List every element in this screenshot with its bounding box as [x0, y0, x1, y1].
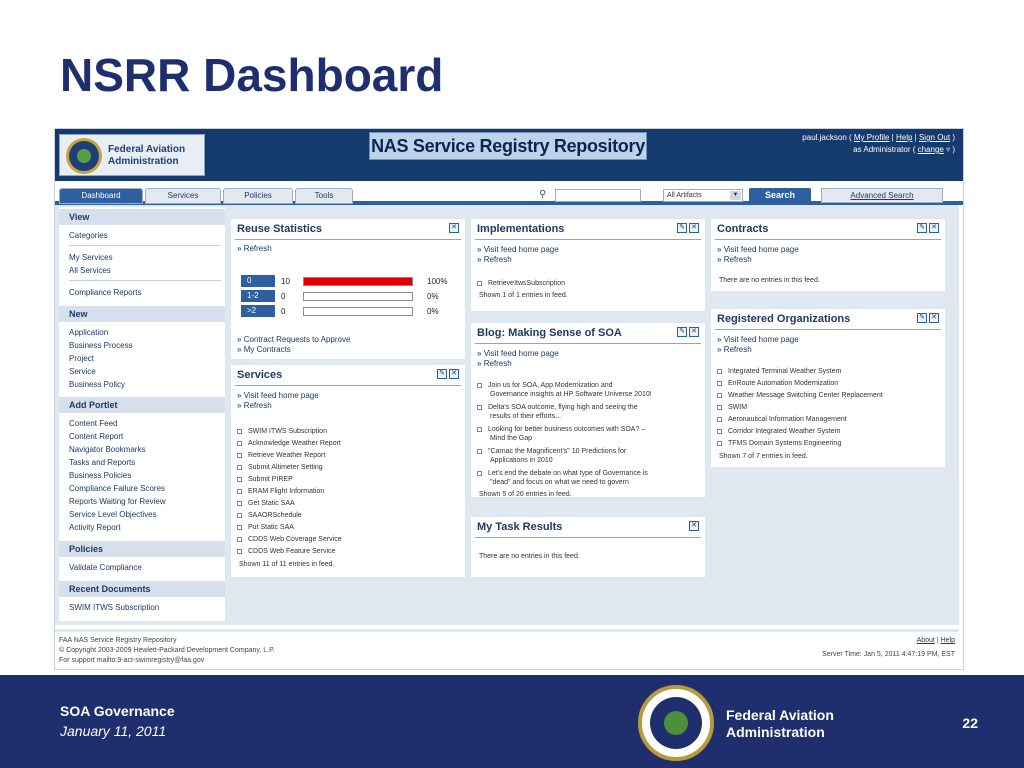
feed-count: Shown 1 of 1 entries in feed.	[479, 292, 568, 299]
tab-dashboard[interactable]: Dashboard	[59, 188, 143, 204]
nav-header-policies: Policies	[59, 541, 225, 557]
link-label: Visit feed home page	[243, 391, 319, 400]
list-item[interactable]	[717, 367, 841, 376]
portlet-reuse-statistics	[231, 219, 465, 359]
edit-icon[interactable]: ✎	[917, 313, 927, 323]
link-label: RetrieveItwsSubscription	[488, 280, 566, 287]
artifact-select-value: All Artifacts	[667, 192, 702, 199]
footer-divider	[55, 629, 959, 632]
footer-help-link[interactable]: Help	[940, 637, 955, 644]
document-icon	[237, 513, 242, 518]
stat-bar	[303, 292, 413, 301]
list-item[interactable]	[237, 439, 341, 448]
portlet-services	[231, 365, 465, 577]
link-label: Delta's SOA outcome, flying high and seeing the	[488, 404, 638, 411]
blog-item[interactable]	[477, 425, 645, 443]
stat-key: 1-2	[241, 290, 275, 302]
slide-title: NSRR Dashboard	[60, 49, 444, 101]
contract-requests-link[interactable]	[237, 335, 350, 344]
link-label: Integrated Terminal Weather System	[728, 368, 842, 375]
slide-footer	[0, 675, 1024, 768]
document-icon	[717, 381, 722, 386]
stat-count: 0	[281, 307, 286, 316]
feed-count: Shown 7 of 7 entries in feed.	[719, 453, 808, 460]
footer-copyright: © Copyright 2003-2009 Hewlett-Packard Development Company, L.P.	[59, 647, 275, 654]
divider	[475, 537, 701, 538]
app-banner: NAS Service Registry Repository	[369, 132, 647, 160]
about-link[interactable]: About	[916, 637, 935, 644]
link-label: Refresh	[243, 244, 272, 253]
portlet-title: My Task Results	[477, 521, 563, 533]
stat-bar	[303, 307, 413, 316]
link-label: results of their efforts...	[490, 413, 562, 420]
document-icon	[237, 477, 242, 482]
list-item[interactable]	[237, 535, 342, 544]
nav-compliance-reports[interactable]: Compliance Reports	[69, 288, 142, 297]
nav-portlet-item[interactable]: Service Level Objectives	[69, 510, 157, 519]
chevron-down-icon: ▼	[730, 191, 741, 200]
empty-feed-message: There are no entries in this feed.	[479, 553, 580, 560]
list-item[interactable]	[717, 427, 840, 436]
refresh-link[interactable]	[717, 255, 752, 264]
portlet-title: Registered Organizations	[717, 313, 851, 325]
blog-item[interactable]	[477, 403, 638, 421]
document-icon	[237, 465, 242, 470]
stat-key: >2	[241, 305, 275, 317]
nav-portlet-item[interactable]: Reports Waiting for Review	[69, 497, 166, 506]
faa-seal-icon	[66, 138, 102, 174]
logo-text: Federal Aviation Administration	[108, 144, 186, 167]
footer-org: Federal Aviation Administration	[726, 707, 834, 740]
arrow-icon: »	[237, 401, 242, 410]
nav-portlet-item[interactable]: Compliance Failure Scores	[69, 484, 166, 493]
nav-portlet-item[interactable]: Content Feed	[69, 419, 118, 428]
stat-count: 10	[281, 277, 290, 286]
link-label: Retrieve Weather Report	[248, 452, 326, 459]
refresh-link[interactable]	[237, 244, 272, 253]
footer-date: January 11, 2011	[60, 723, 167, 739]
document-icon	[237, 453, 242, 458]
edit-icon[interactable]: ✎	[677, 223, 687, 233]
my-profile-link[interactable]: My Profile	[853, 133, 890, 142]
nav-divider	[69, 245, 221, 246]
arrow-icon: »	[237, 345, 242, 354]
close-icon[interactable]: ✕	[689, 327, 699, 337]
list-item[interactable]	[717, 379, 838, 388]
nav-categories[interactable]: Categories	[69, 231, 108, 240]
nav-recent-document[interactable]: SWIM ITWS Subscription	[69, 603, 160, 612]
document-icon	[237, 537, 242, 542]
stat-percent: 100%	[427, 277, 448, 286]
document-icon	[477, 281, 482, 286]
link-label: Weather Message Switching Center Replacement	[728, 392, 883, 399]
link-label: ERAM Flight Information	[248, 488, 325, 495]
list-item[interactable]	[237, 523, 294, 532]
divider	[475, 343, 701, 344]
arrow-icon: »	[477, 359, 482, 368]
nav-new-business-process[interactable]: Business Process	[69, 341, 133, 350]
arrow-icon: »	[237, 391, 242, 400]
link-label: Mind the Gap	[490, 435, 533, 442]
arrow-icon: »	[717, 345, 722, 354]
link-label: Refresh	[723, 255, 752, 264]
portlet-contracts	[711, 219, 945, 291]
footer-support[interactable]: For support mailto:9-act-swimregistry@faa.gov	[59, 657, 205, 664]
portlet-title: Services	[237, 369, 283, 381]
close-icon[interactable]: ✕	[929, 223, 939, 233]
advanced-search-link[interactable]: Advanced Search	[821, 188, 943, 203]
document-icon	[237, 549, 242, 554]
nav-header-recent-documents: Recent Documents	[59, 581, 225, 597]
arrow-icon: »	[477, 255, 482, 264]
role-prefix: as Administrator (	[853, 145, 916, 154]
feed-count: Shown 11 of 11 entries in feed.	[239, 561, 335, 568]
nav-validate-compliance[interactable]: Validate Compliance	[69, 563, 142, 572]
nav-portlet-item[interactable]: Navigator Bookmarks	[69, 445, 146, 454]
document-icon	[477, 427, 482, 432]
stat-key: 0	[241, 275, 275, 287]
visit-feed-link[interactable]	[237, 391, 319, 400]
close-icon[interactable]: ✕	[689, 521, 699, 531]
link-label: Refresh	[243, 401, 272, 410]
arrow-icon: »	[477, 245, 482, 254]
refresh-link[interactable]	[477, 255, 512, 264]
portlet-title: Blog: Making Sense of SOA	[477, 327, 622, 339]
list-item[interactable]	[237, 511, 302, 520]
user-info: paul.jackson ( My Profile | Help | Sign Out ) as Administrator ( change ▿ )	[802, 133, 955, 154]
nav-my-services[interactable]: My Services	[69, 253, 113, 262]
document-icon	[237, 525, 242, 530]
nav-portlet-item[interactable]: Business Policies	[69, 471, 132, 480]
arrow-icon: »	[717, 335, 722, 344]
visit-feed-link[interactable]	[717, 335, 799, 344]
close-icon[interactable]: ✕	[449, 223, 459, 233]
link-label: Refresh	[723, 345, 752, 354]
close-icon[interactable]: ✕	[449, 369, 459, 379]
stat-bar-fill	[304, 278, 412, 285]
list-item[interactable]	[237, 475, 293, 484]
visit-feed-link[interactable]	[477, 349, 559, 358]
visit-feed-link[interactable]	[477, 245, 559, 254]
link-label: Aeronautical Information Management	[728, 416, 847, 423]
document-icon	[477, 383, 482, 388]
empty-feed-message: There are no entries in this feed.	[719, 277, 820, 284]
link-label: Governance insights at HP Software Universe 2010!	[490, 391, 652, 398]
portlet-registered-organizations	[711, 309, 945, 467]
link-label: Corridor Integrated Weather System	[728, 428, 841, 435]
list-item[interactable]	[237, 547, 335, 556]
link-label: Looking for better business outcomes with SOA? –	[488, 426, 646, 433]
nav-portlet-item[interactable]: Content Report	[69, 432, 124, 441]
page-number: 22	[962, 715, 978, 731]
search-icon: ⚲	[539, 189, 547, 200]
link-label: My Contracts	[243, 345, 291, 354]
app-header	[55, 129, 963, 181]
stat-bar	[303, 277, 413, 286]
document-icon	[717, 393, 722, 398]
footer-links: About | Help	[916, 637, 955, 644]
arrow-icon: »	[717, 245, 722, 254]
tab-tools[interactable]: Tools	[295, 188, 353, 204]
document-icon	[237, 441, 242, 446]
list-item[interactable]	[237, 487, 324, 496]
nsrr-screenshot	[54, 128, 964, 670]
edit-icon[interactable]: ✎	[677, 327, 687, 337]
link-label: Contract Requests to Approve	[243, 335, 351, 344]
nav-new-business-policy[interactable]: Business Policy	[69, 380, 126, 389]
document-icon	[477, 471, 482, 476]
nav-header-add-portlet: Add Portlet	[59, 397, 225, 413]
document-icon	[477, 449, 482, 454]
nav-new-application[interactable]: Application	[69, 328, 109, 337]
link-label: Join us for SOA, App Modernization and	[488, 382, 613, 389]
nav-new-service[interactable]: Service	[69, 367, 96, 376]
stat-percent: 0%	[427, 307, 439, 316]
sign-out-link[interactable]: Sign Out	[918, 133, 951, 142]
link-label: Applications in 2010	[490, 457, 553, 464]
divider	[235, 239, 461, 240]
document-icon	[717, 429, 722, 434]
artifact-select[interactable]	[663, 189, 743, 202]
stat-percent: 0%	[427, 292, 439, 301]
arrow-icon: »	[717, 255, 722, 264]
username: paul.jackson	[802, 133, 847, 142]
nav-portlet-item[interactable]: Tasks and Reports	[69, 458, 136, 467]
portlet-my-task-results	[471, 517, 705, 577]
nav-new-project[interactable]: Project	[69, 354, 94, 363]
link-label: "dead" and focus on what we need to govern	[490, 479, 629, 486]
link-label: CDDS Web Coverage Service	[248, 536, 342, 543]
link-label: Acknowledge Weather Report	[248, 440, 341, 447]
document-icon	[717, 441, 722, 446]
arrow-icon: »	[237, 244, 242, 253]
document-icon	[237, 501, 242, 506]
role-suffix: )	[952, 145, 955, 154]
feed-count: Shown 5 of 20 entries in feed.	[479, 491, 572, 498]
tab-policies[interactable]: Policies	[223, 188, 293, 204]
tab-services[interactable]: Services	[145, 188, 221, 204]
left-nav	[59, 207, 225, 621]
portlet-title: Contracts	[717, 223, 769, 235]
document-icon	[717, 405, 722, 410]
nav-all-services[interactable]: All Services	[69, 266, 111, 275]
faa-logo[interactable]	[59, 134, 205, 176]
change-role-link[interactable]: change	[917, 145, 944, 154]
document-icon	[717, 417, 722, 422]
link-label: Put Static SAA	[248, 524, 294, 531]
nav-divider	[69, 280, 221, 281]
footer-product: FAA NAS Service Registry Repository	[59, 637, 177, 644]
edit-icon[interactable]: ✎	[917, 223, 927, 233]
nav-portlet-item[interactable]: Activity Report	[69, 523, 121, 532]
link-label: TFMS Domain Systems Engineering	[728, 440, 842, 447]
arrow-icon: »	[477, 349, 482, 358]
close-icon[interactable]: ✕	[689, 223, 699, 233]
link-label: Submit PIREP	[248, 476, 293, 483]
help-link[interactable]: Help	[895, 133, 913, 142]
link-label: EnRoute Automation Modernization	[728, 380, 839, 387]
close-icon[interactable]: ✕	[929, 313, 939, 323]
refresh-link[interactable]	[477, 359, 512, 368]
my-contracts-link[interactable]	[237, 345, 291, 354]
document-icon	[717, 369, 722, 374]
list-item[interactable]	[237, 463, 323, 472]
tab-bar	[55, 187, 963, 205]
list-item[interactable]	[237, 427, 327, 436]
blog-item[interactable]	[477, 469, 648, 487]
portlet-title: Reuse Statistics	[237, 223, 322, 235]
list-item[interactable]	[717, 439, 841, 448]
document-icon	[237, 489, 242, 494]
list-item[interactable]	[477, 279, 565, 288]
portlet-blog	[471, 323, 705, 497]
stat-count: 0	[281, 292, 286, 301]
link-label: Refresh	[483, 255, 512, 264]
link-label: Submit Altimeter Setting	[248, 464, 323, 471]
document-icon	[237, 429, 242, 434]
link-label: SWIM	[728, 404, 748, 411]
list-item[interactable]	[717, 415, 847, 424]
list-item[interactable]	[717, 403, 747, 412]
link-label: CDDS Web Feature Service	[248, 548, 336, 555]
link-label: Visit feed home page	[723, 245, 799, 254]
seal-globe	[664, 711, 688, 735]
portlet-title: Implementations	[477, 223, 565, 235]
arrow-icon: »	[237, 335, 242, 344]
footer-title: SOA Governance	[60, 703, 175, 719]
refresh-link[interactable]	[237, 401, 272, 410]
faa-seal-icon	[638, 685, 714, 761]
dashboard-body	[55, 205, 959, 625]
link-label: SWIM ITWS Subscription	[248, 428, 327, 435]
link-label: Get Static SAA	[248, 500, 295, 507]
divider	[715, 239, 941, 240]
nav-header-view: View	[59, 209, 225, 225]
divider	[235, 385, 461, 386]
nav-header-new: New	[59, 306, 225, 322]
document-icon	[477, 405, 482, 410]
divider	[715, 329, 941, 330]
edit-icon[interactable]: ✎	[437, 369, 447, 379]
refresh-link[interactable]	[717, 345, 752, 354]
link-label: Visit feed home page	[483, 245, 559, 254]
blog-item[interactable]	[477, 381, 652, 399]
list-item[interactable]	[237, 499, 295, 508]
divider	[475, 239, 701, 240]
list-item[interactable]	[717, 391, 883, 400]
link-label: Visit feed home page	[483, 349, 559, 358]
link-label: SAAORSchedule	[248, 512, 302, 519]
link-label: Visit feed home page	[723, 335, 799, 344]
server-time: Server Time: Jan 5, 2011 4:47:19 PM, EST	[822, 651, 955, 658]
blog-item[interactable]	[477, 447, 626, 465]
search-input[interactable]	[555, 189, 641, 202]
search-button[interactable]: Search	[749, 188, 811, 203]
link-label: Refresh	[483, 359, 512, 368]
link-label: "Carnac the Magnificent's" 10 Predictions for	[488, 448, 627, 455]
list-item[interactable]	[237, 451, 325, 460]
visit-feed-link[interactable]	[717, 245, 799, 254]
portlet-implementations	[471, 219, 705, 311]
link-label: Let's end the debate on what type of Governance is	[488, 470, 648, 477]
